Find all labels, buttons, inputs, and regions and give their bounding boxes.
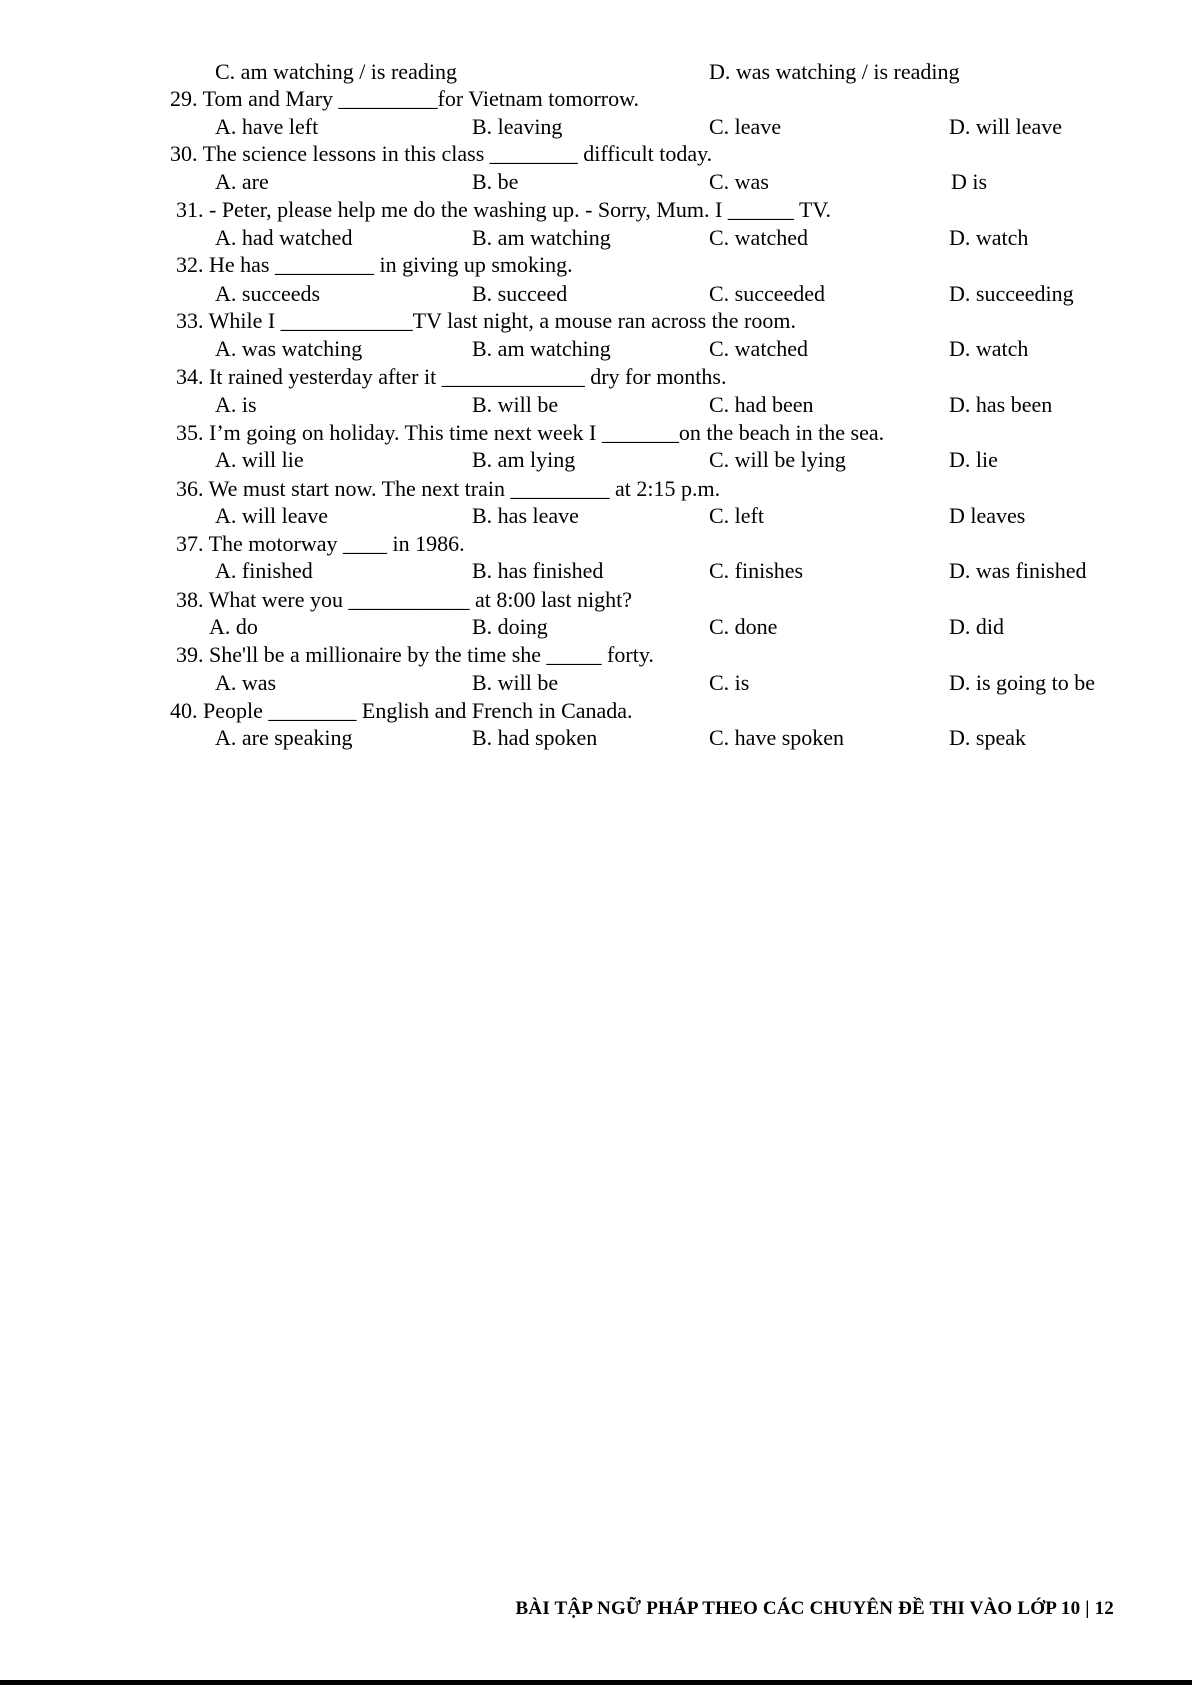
question-30-option-d: D is <box>951 169 988 194</box>
question-31-option-c: C. watched <box>709 225 808 250</box>
question-40-option-a: A. are speaking <box>215 725 353 750</box>
question-33-option-b: B. am watching <box>472 336 611 361</box>
question-38-option-c: C. done <box>709 614 778 639</box>
question-36-option-a: A. will leave <box>215 503 329 528</box>
question-37-option-a: A. finished <box>215 558 313 583</box>
question-33-option-a: A. was watching <box>215 336 363 361</box>
page-footer: BÀI TẬP NGỮ PHÁP THEO CÁC CHUYÊN ĐỀ THI VÀO LỚP 10 | 12 <box>515 1598 1114 1619</box>
question-31-option-b: B. am watching <box>472 225 611 250</box>
question-34-option-c: C. had been <box>709 392 814 417</box>
question-35-option-d: D. lie <box>949 447 998 472</box>
question-30-stem: 30. The science lessons in this class ________ difficult today. <box>170 141 713 166</box>
question-30-option-b: B. be <box>472 169 519 194</box>
question-30-option-a: A. are <box>215 169 269 194</box>
question-38-stem: 38. What were you ___________ at 8:00 last night? <box>176 587 633 612</box>
question-39-option-b: B. will be <box>472 670 559 695</box>
question-39-option-d: D. is going to be <box>949 670 1096 695</box>
question-34-option-d: D. has been <box>949 392 1053 417</box>
question-36-stem: 36. We must start now. The next train _________ at 2:15 p.m. <box>176 476 721 501</box>
question-38-option-a: A. do <box>209 614 258 639</box>
question-38-option-b: B. doing <box>472 614 548 639</box>
question-29-option-b: B. leaving <box>472 114 563 139</box>
question-34-option-b: B. will be <box>472 392 559 417</box>
question-33-option-c: C. watched <box>709 336 808 361</box>
question-40-option-d: D. speak <box>949 725 1026 750</box>
question-40-option-c: C. have spoken <box>709 725 845 750</box>
question-34-stem: 34. It rained yesterday after it _____________ dry for months. <box>176 364 727 389</box>
question-32-option-c: C. succeeded <box>709 281 826 306</box>
question-35-stem: 35. I’m going on holiday. This time next week I _______on the beach in the sea. <box>176 420 885 445</box>
question-40-stem: 40. People ________ English and French in Canada. <box>170 698 633 723</box>
question-32-stem: 32. He has _________ in giving up smoking. <box>176 252 573 277</box>
question-39-option-a: A. was <box>215 670 277 695</box>
question-32-option-a: A. succeeds <box>215 281 321 306</box>
question-39-option-c: C. is <box>709 670 750 695</box>
question-29-option-d: D. will leave <box>949 114 1063 139</box>
question-39-stem: 39. She'll be a millionaire by the time she _____ forty. <box>176 642 654 667</box>
question-31-option-d: D. watch <box>949 225 1029 250</box>
prev-option-d: D. was watching / is reading <box>709 59 960 84</box>
question-29-stem: 29. Tom and Mary _________for Vietnam tomorrow. <box>170 86 640 111</box>
question-33-stem: 33. While I ____________TV last night, a mouse ran across the room. <box>176 308 796 333</box>
prev-option-c: C. am watching / is reading <box>215 59 457 84</box>
question-32-option-d: D. succeeding <box>949 281 1074 306</box>
question-36-option-d: D leaves <box>949 503 1026 528</box>
question-37-option-c: C. finishes <box>709 558 804 583</box>
bottom-border <box>0 1680 1192 1685</box>
question-34-option-a: A. is <box>215 392 257 417</box>
question-38-option-d: D. did <box>949 614 1004 639</box>
question-32-option-b: B. succeed <box>472 281 568 306</box>
question-40-option-b: B. had spoken <box>472 725 598 750</box>
question-31-option-a: A. had watched <box>215 225 353 250</box>
question-35-option-a: A. will lie <box>215 447 304 472</box>
question-35-option-c: C. will be lying <box>709 447 846 472</box>
question-37-option-d: D. was finished <box>949 558 1087 583</box>
question-29-option-c: C. leave <box>709 114 782 139</box>
question-37-option-b: B. has finished <box>472 558 604 583</box>
question-29-option-a: A. have left <box>215 114 319 139</box>
question-30-option-c: C. was <box>709 169 769 194</box>
question-36-option-c: C. left <box>709 503 764 528</box>
question-31-stem: 31. - Peter, please help me do the washing up. - Sorry, Mum. I ______ TV. <box>176 197 831 222</box>
question-37-stem: 37. The motorway ____ in 1986. <box>176 531 465 556</box>
question-35-option-b: B. am lying <box>472 447 576 472</box>
question-36-option-b: B. has leave <box>472 503 579 528</box>
question-33-option-d: D. watch <box>949 336 1029 361</box>
